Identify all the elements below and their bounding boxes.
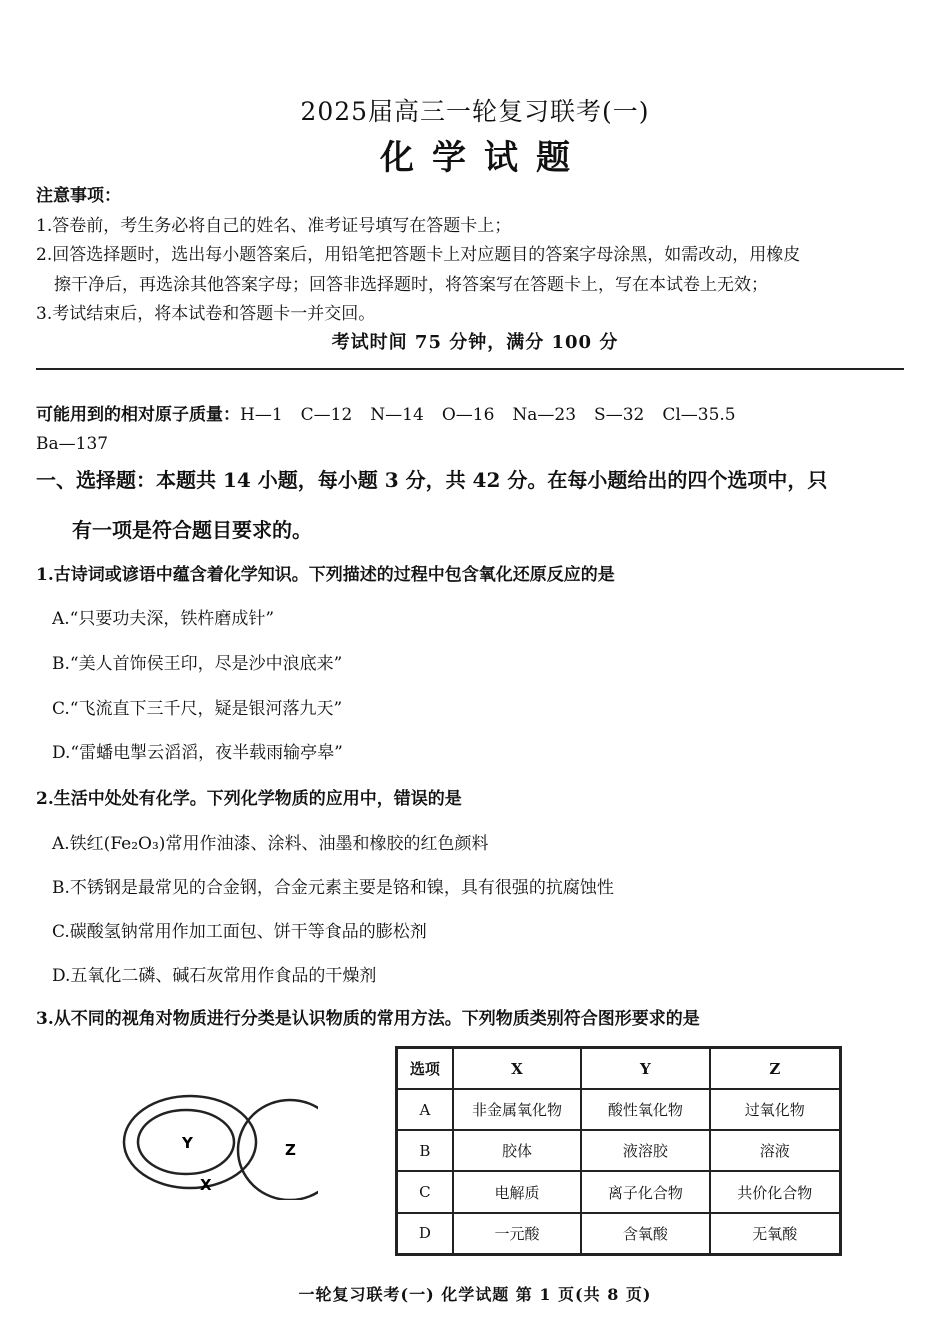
venn-diagram xyxy=(118,1090,318,1200)
atomic-mass-na: Na—23 xyxy=(512,405,577,425)
table-row xyxy=(397,1089,841,1130)
table-row xyxy=(397,1130,841,1171)
question-number: 1. xyxy=(36,565,54,585)
table-cell: 一元酸 xyxy=(453,1213,581,1255)
table-cell: 酸性氧化物 xyxy=(581,1089,709,1130)
table-header-cell: 选项 xyxy=(397,1048,453,1090)
table-cell: C xyxy=(397,1171,453,1212)
table-header-row xyxy=(397,1048,841,1090)
q1-option-d: D.“雷蟠电掣云滔滔，夜半载雨输亭皋” xyxy=(52,743,343,763)
q1-option-c: C.“飞流直下三千尺，疑是银河落九天” xyxy=(52,699,343,719)
note-item-3: 3.考试结束后，将本试卷和答题卡一并交回。 xyxy=(36,304,376,324)
table-cell: B xyxy=(397,1130,453,1171)
table-cell: 无氧酸 xyxy=(710,1213,841,1255)
subject-title: 化学试题 xyxy=(380,138,588,178)
atomic-masses-label: 可能用到的相对原子质量： xyxy=(36,405,240,425)
page-footer: 一轮复习联考(一) 化学试题 第 1 页(共 8 页) xyxy=(298,1285,652,1304)
notes-heading: 注意事项： xyxy=(36,186,121,206)
question-stem: 生活中处处有化学。下列化学物质的应用中，错误的是 xyxy=(53,789,462,809)
exam-time: 考试时间 75 分钟，满分 100 分 xyxy=(331,332,619,353)
question-3 xyxy=(36,1004,700,1029)
q2-option-d: D.五氧化二磷、碱石灰常用作食品的干燥剂 xyxy=(52,966,377,986)
atomic-mass-cl: Cl—35.5 xyxy=(662,405,736,425)
table-row xyxy=(397,1213,841,1255)
question-stem: 从不同的视角对物质进行分类是认识物质的常用方法。下列物质类别符合图形要求的是 xyxy=(53,1009,700,1029)
q3-options-table xyxy=(395,1046,842,1256)
venn-z-label: Z xyxy=(285,1141,296,1159)
section-1-heading-line-1: 一、选择题：本题共 14 小题，每小题 3 分，共 42 分。在每小题给出的四个选项中，只 xyxy=(36,468,828,492)
atomic-mass-h: H—1 xyxy=(240,405,283,425)
question-1 xyxy=(36,560,615,585)
atomic-masses xyxy=(36,400,754,425)
atomic-mass-c: C—12 xyxy=(300,405,353,425)
table-header-cell: Y xyxy=(581,1048,709,1090)
table-cell: D xyxy=(397,1213,453,1255)
q1-option-a: A.“只要功夫深，铁杵磨成针” xyxy=(52,609,275,629)
atomic-mass-o: O—16 xyxy=(441,405,495,425)
section-1-heading-line-2: 有一项是符合题目要求的。 xyxy=(72,518,312,542)
table-cell: 溶液 xyxy=(710,1130,841,1171)
note-item-2-line-2: 擦干净后，再选涂其他答案字母；回答非选择题时，将答案写在答题卡上，写在本试卷上无效； xyxy=(54,275,768,295)
question-2 xyxy=(36,784,462,809)
q2-option-a: A.铁红(Fe₂O₃)常用作油漆、涂料、油墨和橡胶的红色颜料 xyxy=(52,834,489,854)
table-cell: 过氧化物 xyxy=(710,1089,841,1130)
header-divider xyxy=(36,368,904,370)
atomic-mass-n: N—14 xyxy=(370,405,424,425)
table-row xyxy=(397,1171,841,1212)
q2-option-c: C.碳酸氢钠常用作加工面包、饼干等食品的膨松剂 xyxy=(52,922,427,942)
table-cell: 电解质 xyxy=(453,1171,581,1212)
venn-z-ellipse xyxy=(238,1100,318,1200)
question-number: 2. xyxy=(36,789,54,809)
table-cell: 含氧酸 xyxy=(581,1213,709,1255)
table-cell: A xyxy=(397,1089,453,1130)
exam-title: 2025届高三一轮复习联考(一) xyxy=(300,97,650,126)
question-number: 3. xyxy=(36,1009,54,1029)
table-cell: 非金属氧化物 xyxy=(453,1089,581,1130)
q1-option-b: B.“美人首饰侯王印，尽是沙中浪底来” xyxy=(52,654,343,674)
q2-option-b: B.不锈钢是最常见的合金钢，合金元素主要是铬和镍，具有很强的抗腐蚀性 xyxy=(52,878,614,898)
table-cell: 液溶胶 xyxy=(581,1130,709,1171)
note-item-1: 1.答卷前，考生务必将自己的姓名、准考证号填写在答题卡上； xyxy=(36,216,512,236)
table-cell: 离子化合物 xyxy=(581,1171,709,1212)
venn-x-label: X xyxy=(200,1176,212,1194)
question-stem: 古诗词或谚语中蕴含着化学知识。下列描述的过程中包含氧化还原反应的是 xyxy=(53,565,615,585)
atomic-mass-ba: Ba—137 xyxy=(36,434,109,454)
atomic-mass-s: S—32 xyxy=(594,405,645,425)
table-cell: 共价化合物 xyxy=(710,1171,841,1212)
venn-y-label: Y xyxy=(182,1134,193,1152)
table-header-cell: X xyxy=(453,1048,581,1090)
note-item-2-line-1: 2.回答选择题时，选出每小题答案后，用铅笔把答题卡上对应题目的答案字母涂黑，如需改动，用橡皮 xyxy=(36,245,801,265)
table-cell: 胶体 xyxy=(453,1130,581,1171)
table-header-cell: Z xyxy=(710,1048,841,1090)
